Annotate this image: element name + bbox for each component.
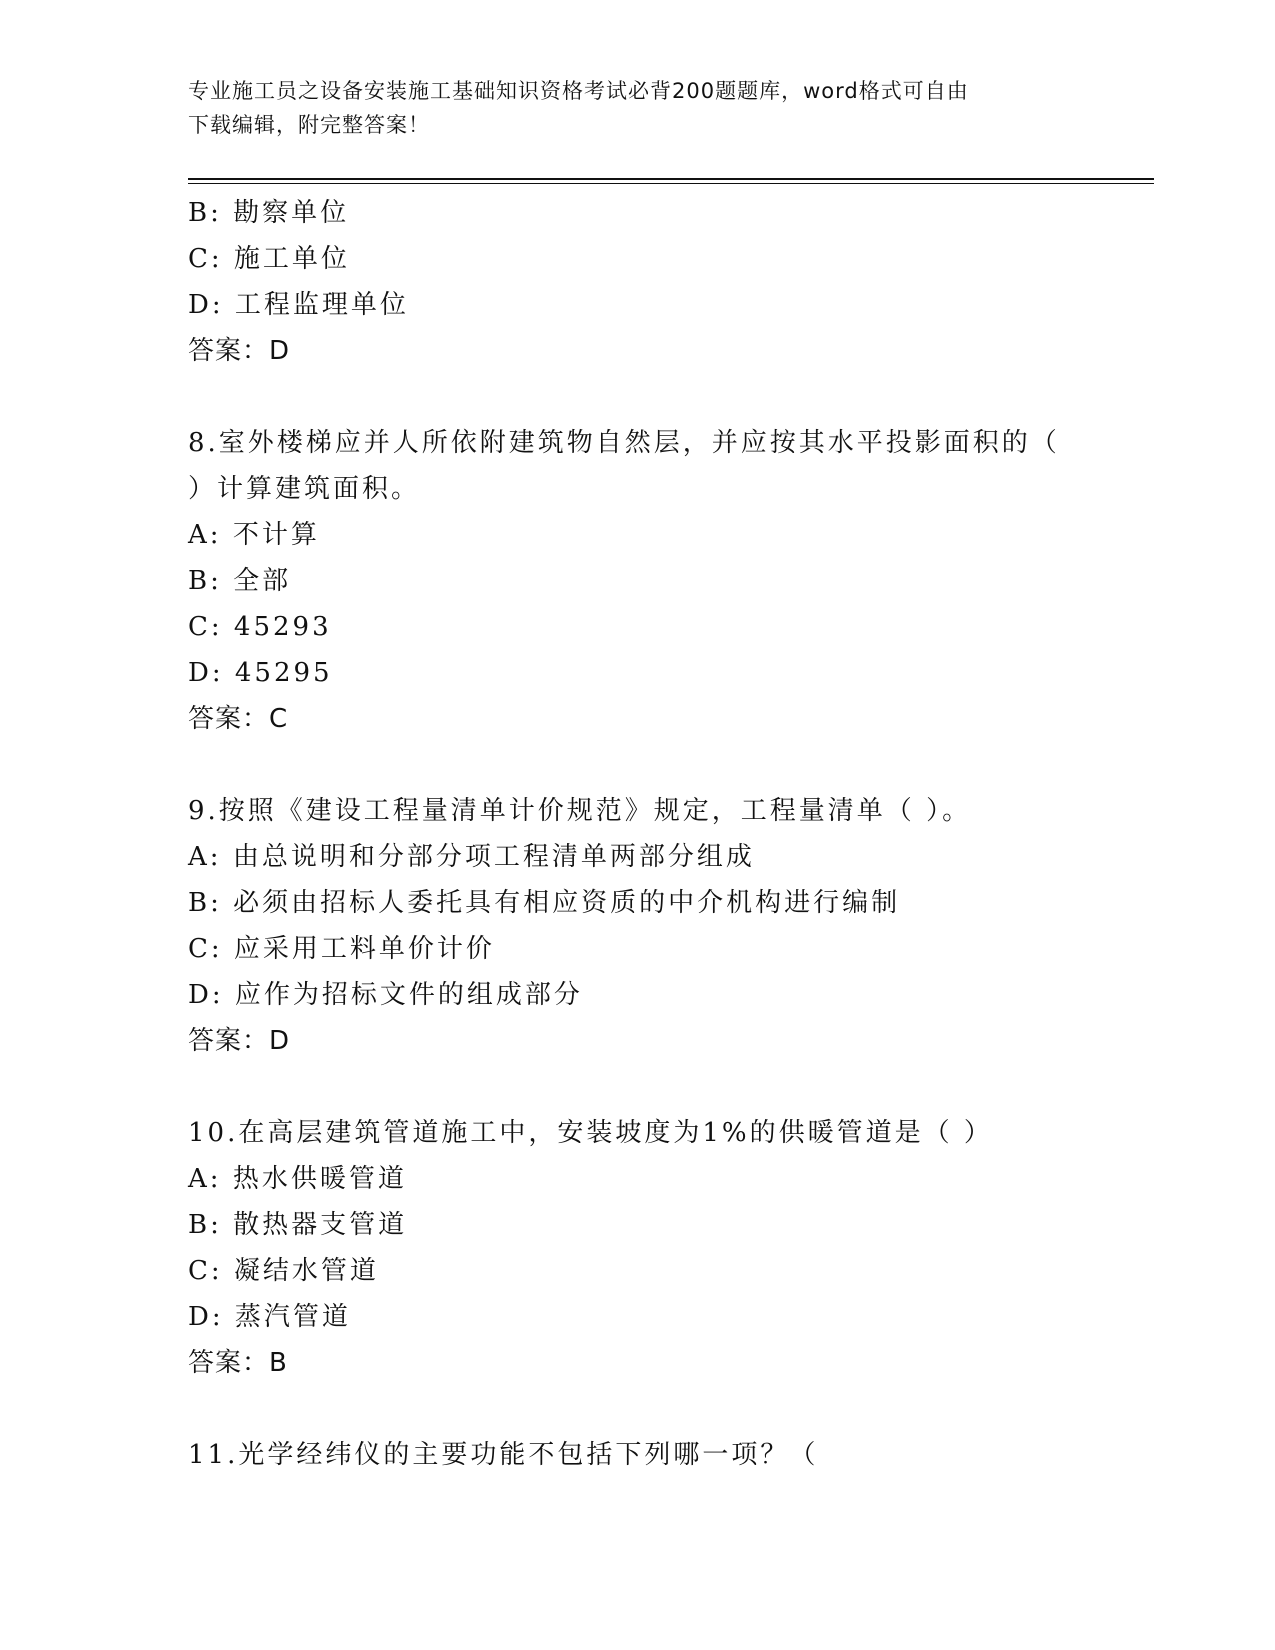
question-8	[188, 420, 1154, 742]
option-text: 施工单位	[233, 244, 350, 274]
option-label: B:	[188, 888, 222, 918]
option-b	[188, 190, 1154, 236]
question-stem: 10.在高层建筑管道施工中，安装坡度为1%的供暖管道是（ ）	[188, 1118, 993, 1148]
answer: 答案：D	[188, 336, 291, 366]
option-text: 凝结水管道	[233, 1256, 379, 1286]
question-7-continued	[188, 190, 1154, 374]
question-11	[188, 1432, 1154, 1478]
spacer	[188, 1064, 1154, 1110]
document-header	[188, 74, 1088, 142]
option-label: C:	[188, 244, 223, 274]
answer: 答案：C	[188, 704, 289, 734]
option-label: D:	[188, 1302, 224, 1332]
question-stem: 9.按照《建设工程量清单计价规范》规定，工程量清单（ ）。	[188, 796, 972, 826]
answer: 答案：B	[188, 1348, 288, 1378]
option-text: 勘察单位	[233, 198, 350, 228]
option-text: 由总说明和分部分项工程清单两部分组成	[232, 842, 755, 872]
option-a	[188, 834, 1154, 880]
answer: 答案：D	[188, 1026, 291, 1056]
option-text: 散热器支管道	[233, 1210, 408, 1240]
question-stem: 8.室外楼梯应并人所依附建筑物自然层，并应按其水平投影面积的（	[188, 428, 1060, 458]
option-d	[188, 972, 1154, 1018]
question-9	[188, 788, 1154, 1064]
option-label: B:	[188, 198, 222, 228]
option-text: 不计算	[232, 520, 320, 550]
option-text: 45295	[234, 658, 333, 688]
question-stem-continued: ）计算建筑面积。	[188, 474, 421, 504]
question-10	[188, 1110, 1154, 1386]
option-label: C:	[188, 1256, 223, 1286]
option-b	[188, 558, 1154, 604]
header-title-line-1: 专业施工员之设备安装施工基础知识资格考试必背200题题库，word格式可自由	[188, 79, 969, 103]
option-text: 应作为招标文件的组成部分	[234, 980, 583, 1010]
option-c	[188, 1248, 1154, 1294]
option-label: A:	[188, 1164, 222, 1194]
option-c	[188, 236, 1154, 282]
question-list	[188, 190, 1154, 1478]
option-label: A:	[188, 842, 222, 872]
option-label: D:	[188, 290, 224, 320]
option-text: 必须由招标人委托具有相应资质的中介机构进行编制	[233, 888, 901, 918]
option-d	[188, 1294, 1154, 1340]
option-b	[188, 880, 1154, 926]
spacer	[188, 742, 1154, 788]
option-text: 45293	[233, 612, 332, 642]
header-divider-thin	[188, 183, 1154, 184]
option-d	[188, 650, 1154, 696]
option-text: 全部	[233, 566, 292, 596]
option-a	[188, 1156, 1154, 1202]
option-d	[188, 282, 1154, 328]
option-label: C:	[188, 934, 223, 964]
option-c	[188, 926, 1154, 972]
option-text: 蒸汽管道	[234, 1302, 351, 1332]
option-text: 热水供暖管道	[232, 1164, 407, 1194]
option-label: D:	[188, 658, 224, 688]
option-b	[188, 1202, 1154, 1248]
question-stem: 11.光学经纬仪的主要功能不包括下列哪一项？（	[188, 1440, 819, 1470]
option-a	[188, 512, 1154, 558]
header-divider-thick	[188, 178, 1154, 180]
option-label: B:	[188, 566, 222, 596]
option-c	[188, 604, 1154, 650]
spacer	[188, 1386, 1154, 1432]
option-label: B:	[188, 1210, 222, 1240]
spacer	[188, 374, 1154, 420]
option-text: 工程监理单位	[234, 290, 409, 320]
option-label: A:	[188, 520, 222, 550]
option-label: C:	[188, 612, 223, 642]
option-label: D:	[188, 980, 224, 1010]
header-title-line-2: 下载编辑，附完整答案！	[188, 113, 430, 137]
option-text: 应采用工料单价计价	[233, 934, 495, 964]
